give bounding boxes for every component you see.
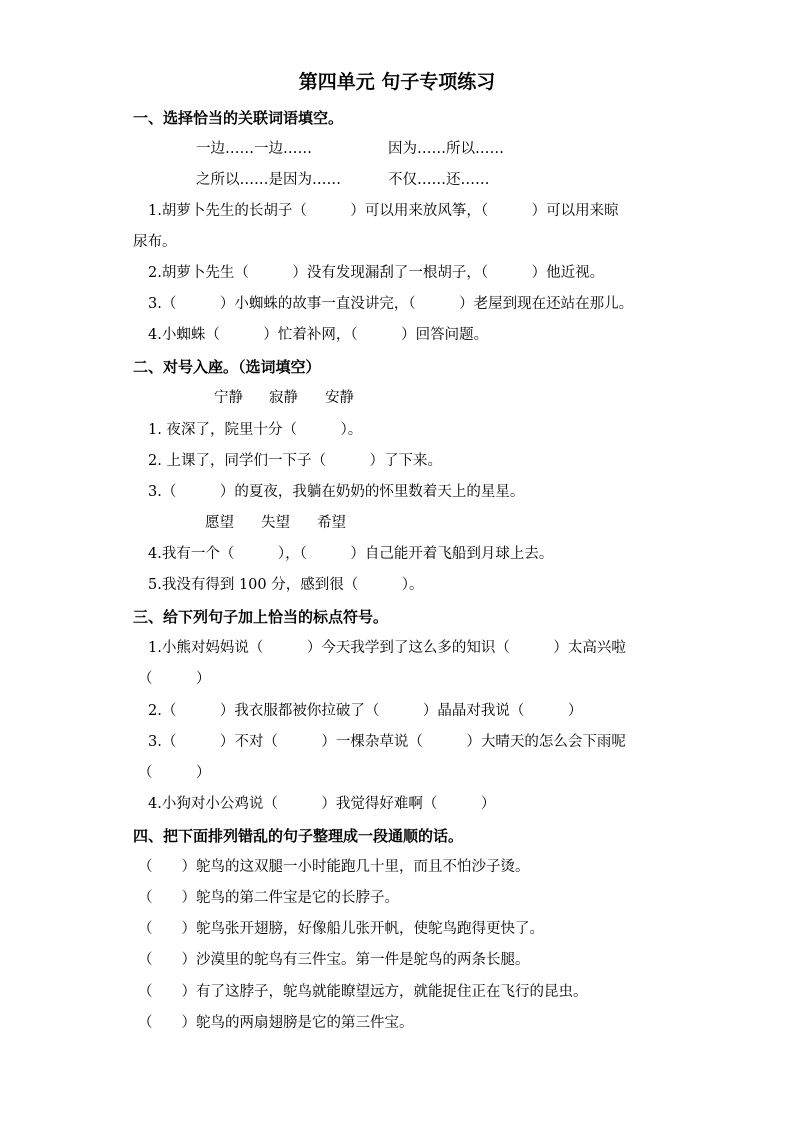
word-choice: 寂静 [269,390,298,406]
option-word: 之所以……是因为…… [196,172,341,188]
question-line: 2.胡萝卜先生（ ）没有发现漏刮了一根胡子，（ ）他近视。 [148,265,605,281]
question-line: （ ） [138,765,211,781]
section-4-heading: 四、把下面排列错乱的句子整理成一段通顺的话。 [133,827,464,845]
word-choice: 失望 [261,515,290,531]
question-line: 1. 夜深了，院里十分（ ）。 [148,422,363,438]
section-2-heading: 二、对号入座。（选词填空） [133,358,321,376]
question-line: 4.小蜘蛛（ ）忙着补网，（ ）回答问题。 [148,327,489,343]
question-line: 5.我没有得到 100 分，感到很（ ）。 [148,577,424,593]
word-choice: 安静 [325,390,354,406]
question-line: （ ） [138,671,211,687]
sentence-item: （ ）鸵鸟的第二件宝是它的长脖子。 [138,890,399,906]
question-line: 1.小熊对妈妈说（ ）今天我学到了这么多的知识（ ）太高兴啦 [148,640,626,656]
option-word: 因为……所以…… [388,141,504,157]
question-line: 2. 上课了，同学们一下子（ ）了下来。 [148,453,442,469]
question-line: 2.（ ）我衣服都被你拉破了（ ）晶晶对我说（ ） [148,703,583,719]
question-line: 1.胡萝卜先生的长胡子（ ）可以用来放风筝，（ ）可以用来晾 [148,203,619,219]
sentence-item: （ ）鸵鸟的这双腿一小时能跑几十里，而且不怕沙子烫。 [138,859,530,875]
option-word: 不仅……还…… [388,172,490,188]
section-3-heading: 三、给下列句子加上恰当的标点符号。 [133,608,389,626]
option-word: 一边……一边…… [196,141,312,157]
page-title: 第四单元 句子专项练习 [298,71,496,93]
word-choice: 希望 [317,515,346,531]
question-line: 3.（ ）小蜘蛛的故事一直没讲完，（ ）老屋到现在还站在那儿。 [148,296,634,312]
question-line: 4.我有一个（ ），（ ）自己能开着飞船到月球上去。 [148,546,554,562]
question-line: 3.（ ）不对（ ）一棵杂草说（ ）大晴天的怎么会下雨呢 [148,734,626,750]
sentence-item: （ ）鸵鸟张开翅膀，好像船儿张开帆，使鸵鸟跑得更快了。 [138,921,544,937]
question-line: 尿布。 [133,234,177,250]
question-line: 3.（ ）的夏夜，我躺在奶奶的怀里数着天上的星星。 [148,484,525,500]
word-choice: 愿望 [205,515,234,531]
sentence-item: （ ）鸵鸟的两扇翅膀是它的第三件宝。 [138,1015,414,1031]
question-line: 4.小狗对小公鸡说（ ）我觉得好难啊（ ） [148,796,496,812]
section-1-heading: 一、选择恰当的关联词语填空。 [133,109,344,127]
sentence-item: （ ）有了这脖子，鸵鸟就能瞭望远方，就能捉住正在飞行的昆虫。 [138,984,588,1000]
sentence-item: （ ）沙漠里的鸵鸟有三件宝。第一件是鸵鸟的两条长腿。 [138,952,530,968]
word-choice: 宁静 [214,390,243,406]
